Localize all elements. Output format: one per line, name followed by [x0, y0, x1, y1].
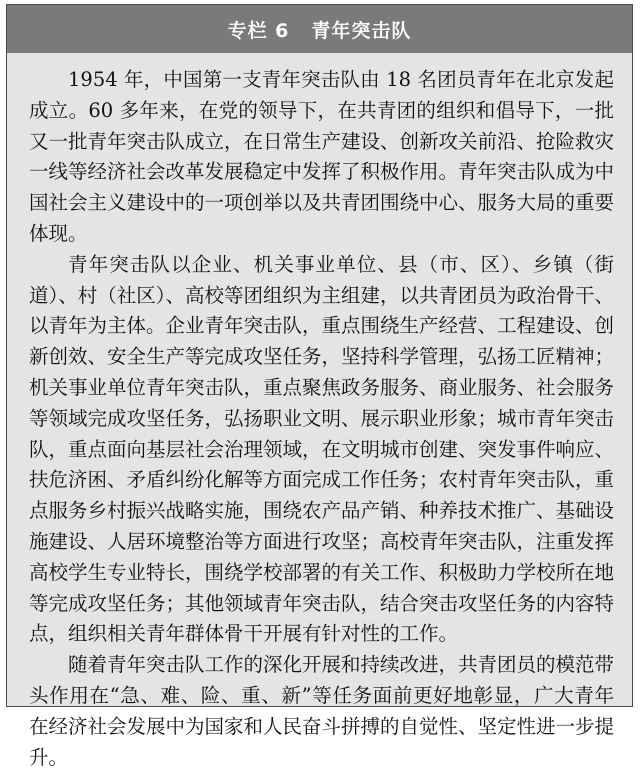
box-label: 专栏 6 [227, 19, 290, 42]
box-body [7, 53, 632, 773]
paragraph-1: 1954 年，中国第一支青年突击队由 18 名团员青年在北京发起成立。60 多年来，在党的领导下，在共青团的组织和倡导下，一批又一批青年突击队成立，在日常生产建设、创新攻关前沿、抢险救灾一线等经济社会改革发展稳定中发挥了积极作用。青年突击队成为中国社会主义建设中的一项创举以及共青团围绕中心、服务大局的重要体现。 [29, 68, 615, 245]
paragraph-2: 青年突击队以企业、机关事业单位、县（市、区）、乡镇（街道）、村（社区）、高校等团组织为主组建，以共青团员为政治骨干、以青年为主体。企业青年突击队，重点围绕生产经营、工程建设、创新创效、安全生产等完成攻坚任务，坚持科学管理，弘扬工匠精神；机关事业单位青年突击队，重点聚焦政务服务、商业服务、社会服务等领域完成攻坚任务，弘扬职业文明、展示职业形象；城市青年突击队，重点面向基层社会治理领域，在文明城市创建、突发事件响应、扶危济困、矛盾纠纷化解等方面完成工作任务；农村青年突击队，重点服务乡村振兴战略实施，围绕农产品产销、种养技术推广、基础设施建设、人居环境整治等方面进行攻坚；高校青年突击队，注重发挥高校学生专业特长，围绕学校部署的有关工作、积极助力学校所在地等完成攻坚任务；其他领域青年突击队，结合突击攻坚任务的内容特点，组织相关青年群体骨干开展有针对性的工作。 [29, 252, 615, 646]
paragraph-3: 随着青年突击队工作的深化开展和持续改进，共青团员的模范带头作用在“急、难、险、重、新”等任务面前更好地彰显，广大青年在经济社会发展中为国家和人民奋斗拼搏的自觉性、坚定性进一步提升。 [29, 653, 615, 769]
box-header [7, 5, 632, 53]
box-title: 青年突击队 [311, 19, 412, 42]
feature-box [6, 4, 633, 769]
